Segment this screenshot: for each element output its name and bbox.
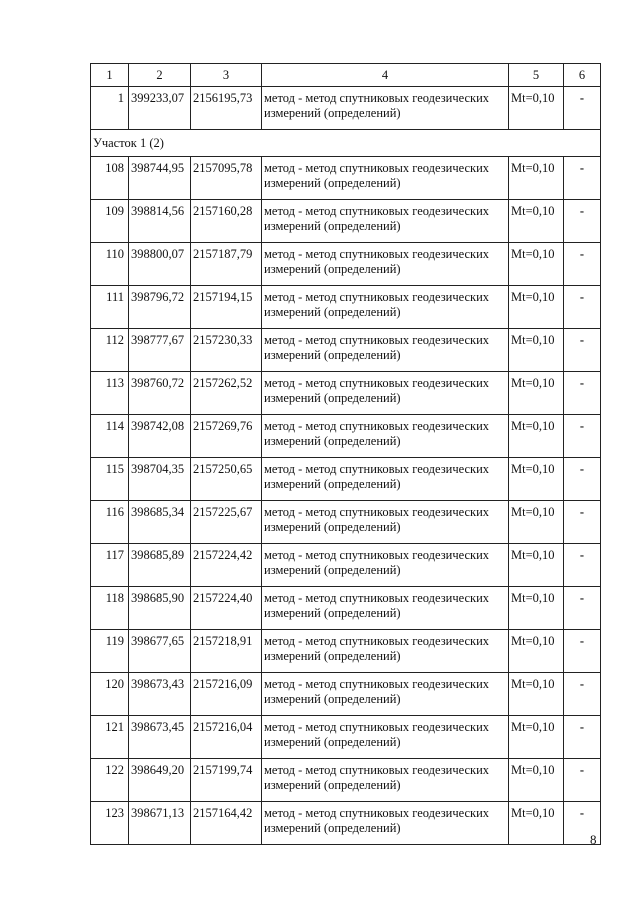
point-number: 121 [91, 716, 129, 759]
point-number: 1 [91, 87, 129, 130]
point-number: 110 [91, 243, 129, 286]
table-row [91, 329, 601, 372]
accuracy-value: Mt=0,10 [509, 759, 564, 802]
header-cell-2: 2 [129, 64, 191, 87]
section-row [91, 130, 601, 157]
accuracy-value: Mt=0,10 [509, 458, 564, 501]
coordinate-y: 2157224,40 [191, 587, 262, 630]
coordinate-y: 2157095,78 [191, 157, 262, 200]
coordinate-y: 2157224,42 [191, 544, 262, 587]
coordinate-y: 2157199,74 [191, 759, 262, 802]
coordinate-x: 398649,20 [129, 759, 191, 802]
note-value: - [564, 673, 601, 716]
point-number: 118 [91, 587, 129, 630]
coordinate-x: 398777,67 [129, 329, 191, 372]
table-row [91, 759, 601, 802]
coordinate-y: 2157250,65 [191, 458, 262, 501]
table-row [91, 200, 601, 243]
point-number: 116 [91, 501, 129, 544]
coordinate-x: 398673,45 [129, 716, 191, 759]
method-description: метод - метод спутниковых геодезических измерений (определений) [262, 286, 509, 329]
method-description: метод - метод спутниковых геодезических измерений (определений) [262, 501, 509, 544]
point-number: 123 [91, 802, 129, 845]
method-description: метод - метод спутниковых геодезических измерений (определений) [262, 200, 509, 243]
method-description: метод - метод спутниковых геодезических измерений (определений) [262, 587, 509, 630]
note-value: - [564, 329, 601, 372]
point-number: 112 [91, 329, 129, 372]
page-number: 8 [590, 832, 597, 847]
note-value: - [564, 716, 601, 759]
table-row [91, 544, 601, 587]
header-cell-3: 3 [191, 64, 262, 87]
point-number: 119 [91, 630, 129, 673]
coordinate-x: 398671,13 [129, 802, 191, 845]
method-description: метод - метод спутниковых геодезических измерений (определений) [262, 87, 509, 130]
coordinate-y: 2156195,73 [191, 87, 262, 130]
note-value: - [564, 501, 601, 544]
coordinate-x: 398685,90 [129, 587, 191, 630]
note-value: - [564, 458, 601, 501]
method-description: метод - метод спутниковых геодезических измерений (определений) [262, 759, 509, 802]
note-value: - [564, 587, 601, 630]
note-value: - [564, 802, 601, 845]
accuracy-value: Mt=0,10 [509, 372, 564, 415]
accuracy-value: Mt=0,10 [509, 243, 564, 286]
note-value: - [564, 415, 601, 458]
coordinate-y: 2157262,52 [191, 372, 262, 415]
header-cell-1: 1 [91, 64, 129, 87]
coordinate-y: 2157269,76 [191, 415, 262, 458]
note-value: - [564, 372, 601, 415]
coordinate-x: 398685,89 [129, 544, 191, 587]
note-value: - [564, 87, 601, 130]
note-value: - [564, 243, 601, 286]
coordinate-x: 398704,35 [129, 458, 191, 501]
coordinate-x: 398685,34 [129, 501, 191, 544]
table-header-row [91, 64, 601, 87]
table-row [91, 243, 601, 286]
point-number: 108 [91, 157, 129, 200]
coordinate-x: 398744,95 [129, 157, 191, 200]
coordinates-table [90, 63, 601, 845]
coordinate-x: 398796,72 [129, 286, 191, 329]
table-row [91, 802, 601, 845]
table-row [91, 673, 601, 716]
table-row [91, 458, 601, 501]
point-number: 114 [91, 415, 129, 458]
coordinate-x: 398677,65 [129, 630, 191, 673]
coordinate-x: 398814,56 [129, 200, 191, 243]
method-description: метод - метод спутниковых геодезических измерений (определений) [262, 673, 509, 716]
coordinate-y: 2157216,04 [191, 716, 262, 759]
accuracy-value: Mt=0,10 [509, 673, 564, 716]
coordinate-x: 399233,07 [129, 87, 191, 130]
method-description: метод - метод спутниковых геодезических измерений (определений) [262, 415, 509, 458]
table-row [91, 415, 601, 458]
accuracy-value: Mt=0,10 [509, 716, 564, 759]
note-value: - [564, 157, 601, 200]
method-description: метод - метод спутниковых геодезических измерений (определений) [262, 372, 509, 415]
coordinate-x: 398800,07 [129, 243, 191, 286]
note-value: - [564, 200, 601, 243]
coordinate-y: 2157164,42 [191, 802, 262, 845]
point-number: 122 [91, 759, 129, 802]
coordinate-x: 398760,72 [129, 372, 191, 415]
point-number: 120 [91, 673, 129, 716]
point-number: 115 [91, 458, 129, 501]
method-description: метод - метод спутниковых геодезических измерений (определений) [262, 458, 509, 501]
table-row [91, 372, 601, 415]
header-cell-5: 5 [509, 64, 564, 87]
note-value: - [564, 544, 601, 587]
accuracy-value: Mt=0,10 [509, 544, 564, 587]
coordinate-y: 2157160,28 [191, 200, 262, 243]
point-number: 113 [91, 372, 129, 415]
accuracy-value: Mt=0,10 [509, 200, 564, 243]
method-description: метод - метод спутниковых геодезических измерений (определений) [262, 716, 509, 759]
note-value: - [564, 759, 601, 802]
method-description: метод - метод спутниковых геодезических измерений (определений) [262, 802, 509, 845]
header-cell-4: 4 [262, 64, 509, 87]
accuracy-value: Mt=0,10 [509, 501, 564, 544]
header-cell-6: 6 [564, 64, 601, 87]
method-description: метод - метод спутниковых геодезических измерений (определений) [262, 630, 509, 673]
accuracy-value: Mt=0,10 [509, 87, 564, 130]
table-row [91, 630, 601, 673]
coordinate-y: 2157218,91 [191, 630, 262, 673]
point-number: 117 [91, 544, 129, 587]
table-row [91, 501, 601, 544]
method-description: метод - метод спутниковых геодезических измерений (определений) [262, 329, 509, 372]
table-row [91, 716, 601, 759]
coordinate-y: 2157216,09 [191, 673, 262, 716]
accuracy-value: Mt=0,10 [509, 802, 564, 845]
point-number: 109 [91, 200, 129, 243]
method-description: метод - метод спутниковых геодезических измерений (определений) [262, 157, 509, 200]
coordinate-y: 2157225,67 [191, 501, 262, 544]
note-value: - [564, 286, 601, 329]
method-description: метод - метод спутниковых геодезических измерений (определений) [262, 243, 509, 286]
section-label: Участок 1 (2) [91, 130, 601, 157]
accuracy-value: Mt=0,10 [509, 630, 564, 673]
table-row [91, 157, 601, 200]
point-number: 111 [91, 286, 129, 329]
accuracy-value: Mt=0,10 [509, 157, 564, 200]
accuracy-value: Mt=0,10 [509, 415, 564, 458]
table-row [91, 587, 601, 630]
note-value: - [564, 630, 601, 673]
table-row [91, 286, 601, 329]
coordinate-x: 398673,43 [129, 673, 191, 716]
coordinate-y: 2157230,33 [191, 329, 262, 372]
coordinate-y: 2157187,79 [191, 243, 262, 286]
method-description: метод - метод спутниковых геодезических измерений (определений) [262, 544, 509, 587]
coordinate-x: 398742,08 [129, 415, 191, 458]
accuracy-value: Mt=0,10 [509, 587, 564, 630]
coordinate-y: 2157194,15 [191, 286, 262, 329]
accuracy-value: Mt=0,10 [509, 329, 564, 372]
table-row [91, 87, 601, 130]
accuracy-value: Mt=0,10 [509, 286, 564, 329]
